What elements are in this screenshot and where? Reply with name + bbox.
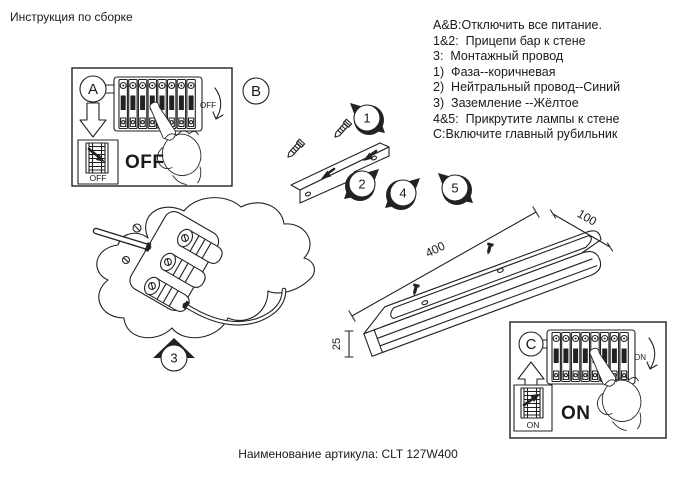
- breaker-panel-on: [547, 330, 635, 384]
- wiring-detail-bubble: [96, 198, 314, 338]
- dim-line-height: [345, 331, 353, 357]
- step-5-label: 5: [451, 180, 459, 196]
- switch-on-icon: [521, 388, 543, 418]
- instruction-line: C:Включите главный рубильник: [433, 127, 618, 142]
- breaker-off-label: OFF: [200, 101, 216, 110]
- step-1-label: 1: [363, 110, 371, 126]
- step-3-marker: [153, 338, 195, 371]
- instruction-line: 2) Нейтральный провод--Синий: [433, 80, 621, 95]
- screw-icon: [485, 242, 494, 255]
- step-2-label: 2: [358, 176, 366, 192]
- panel-c-diagram: [510, 322, 666, 438]
- step-a-label: A: [87, 81, 99, 98]
- instruction-line: 1) Фаза--коричневая: [433, 64, 556, 79]
- step-b-marker: [243, 78, 269, 104]
- instruction-line: A&B:Отключить все питание.: [433, 18, 602, 32]
- dim-width-label: 100: [574, 206, 600, 229]
- panel-a-diagram: [72, 68, 232, 186]
- big-off-label: OFF: [125, 152, 165, 173]
- screw-icon: [285, 139, 304, 159]
- step-5-marker: [438, 173, 473, 205]
- step-b-label: B: [250, 83, 262, 100]
- step-4-marker: [385, 178, 420, 210]
- instruction-line: 4&5: Прикрутите лампы к стене: [433, 111, 620, 126]
- screw-icon: [332, 119, 351, 139]
- breaker-on-label: ON: [634, 353, 646, 362]
- step-1-marker: [350, 103, 385, 135]
- dim-length-label: 400: [423, 238, 448, 261]
- instruction-line: 3) Заземление --Жёлтое: [433, 95, 579, 110]
- big-on-label: ON: [561, 403, 591, 424]
- step-3-label: 3: [170, 350, 178, 366]
- step-c-label: C: [525, 336, 537, 353]
- article-name: Наименование артикула: CLT 127W400: [238, 447, 458, 461]
- instruction-line: 3: Монтажный провод: [433, 49, 564, 64]
- step-4-label: 4: [399, 185, 407, 201]
- dim-height-label: 25: [331, 337, 343, 351]
- switch-icon-caption: OFF: [89, 173, 107, 183]
- switch-icon-caption: ON: [526, 420, 540, 430]
- instruction-line: 1&2: Прицепи бар к стене: [433, 33, 586, 48]
- page-title: Инструкция по сборке: [10, 10, 133, 24]
